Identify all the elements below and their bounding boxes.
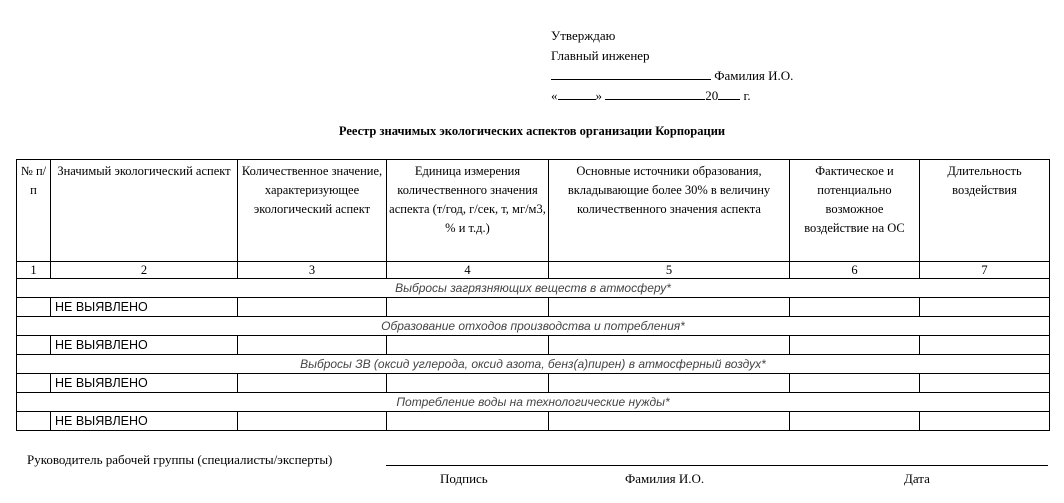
section-title: Образование отходов производства и потребления* — [17, 317, 1050, 336]
table-cell — [790, 412, 920, 431]
document-title: Реестр значимых экологических аспектов организации Корпорации — [338, 124, 726, 138]
chief-engineer-label: Главный инженер — [551, 48, 650, 63]
column-number: 7 — [920, 262, 1050, 279]
header-cell: Значимый экологический аспект — [51, 160, 238, 262]
column-number: 4 — [387, 262, 549, 279]
table-cell — [387, 336, 549, 355]
table-cell — [790, 374, 920, 393]
table-cell — [17, 298, 51, 317]
date-row — [551, 86, 793, 106]
name-caption: Фамилия И.О. — [625, 471, 705, 486]
table-cell — [790, 298, 920, 317]
table-cell — [17, 336, 51, 355]
table-cell — [920, 336, 1050, 355]
column-number-row — [17, 262, 1050, 279]
section-row — [17, 279, 1050, 298]
table-cell — [549, 412, 790, 431]
table-cell — [238, 336, 387, 355]
column-number: 1 — [17, 262, 51, 279]
table-header-row — [17, 160, 1050, 262]
table-cell — [387, 298, 549, 317]
year-suffix: г. — [743, 88, 751, 103]
signature-caption: Подпись — [440, 471, 488, 486]
signature-blank — [551, 66, 711, 80]
table-cell — [920, 374, 1050, 393]
table-row — [17, 298, 1050, 317]
section-title: Выбросы загрязняющих веществ в атмосферу* — [17, 279, 1050, 298]
table-cell — [387, 412, 549, 431]
table-cell — [920, 298, 1050, 317]
work-group-leader-label: Руководитель рабочей группы (специалисты/эксперты) — [27, 452, 333, 467]
signature-line — [386, 465, 1048, 466]
approver-name: Фамилия И.О. — [714, 68, 794, 83]
date-close-quote: » — [595, 88, 602, 103]
column-number: 2 — [51, 262, 238, 279]
table-cell — [790, 336, 920, 355]
header-cell: Единица измерения количественного значения аспекта (т/год, г/сек, т, мг/м3, % и т.д.) — [387, 160, 549, 262]
table-cell — [17, 412, 51, 431]
section-row — [17, 393, 1050, 412]
aspect-value: НЕ ВЫЯВЛЕНО — [51, 336, 238, 355]
signature-row — [551, 66, 793, 86]
aspects-register-table — [16, 159, 1050, 431]
aspect-value: НЕ ВЫЯВЛЕНО — [51, 298, 238, 317]
table-cell — [549, 336, 790, 355]
approval-block — [551, 26, 793, 106]
column-number: 6 — [790, 262, 920, 279]
section-title: Выбросы ЗВ (оксид углерода, оксид азота, бенз(а)пирен) в атмосферный воздух* — [17, 355, 1050, 374]
year-blank — [718, 86, 740, 100]
section-row — [17, 355, 1050, 374]
header-cell: Количественное значение, характеризующее экологический аспект — [238, 160, 387, 262]
year-prefix: 20 — [705, 88, 719, 103]
section-title: Потребление воды на технологические нужды* — [17, 393, 1050, 412]
table-cell — [238, 298, 387, 317]
table-row — [17, 374, 1050, 393]
table-cell — [17, 374, 51, 393]
date-open-quote: « — [551, 88, 558, 103]
day-blank — [558, 86, 596, 100]
header-cell: Фактическое и потенциально возможное воздействие на ОС — [790, 160, 920, 262]
section-row — [17, 317, 1050, 336]
date-caption: Дата — [904, 471, 930, 486]
table-cell — [387, 374, 549, 393]
month-blank — [605, 86, 705, 100]
approve-label: Утверждаю — [551, 28, 616, 43]
column-number: 3 — [238, 262, 387, 279]
table-row — [17, 336, 1050, 355]
aspect-value: НЕ ВЫЯВЛЕНО — [51, 412, 238, 431]
column-number: 5 — [549, 262, 790, 279]
header-cell: Основные источники образования, вкладывающие более 30% в величину количественного значения аспекта — [549, 160, 790, 262]
table-cell — [920, 412, 1050, 431]
table-cell — [238, 374, 387, 393]
header-cell: Длительность воздействия — [920, 160, 1050, 262]
table-cell — [549, 374, 790, 393]
table-row — [17, 412, 1050, 431]
header-cell: № п/п — [17, 160, 51, 262]
aspect-value: НЕ ВЫЯВЛЕНО — [51, 374, 238, 393]
table-cell — [549, 298, 790, 317]
table-cell — [238, 412, 387, 431]
